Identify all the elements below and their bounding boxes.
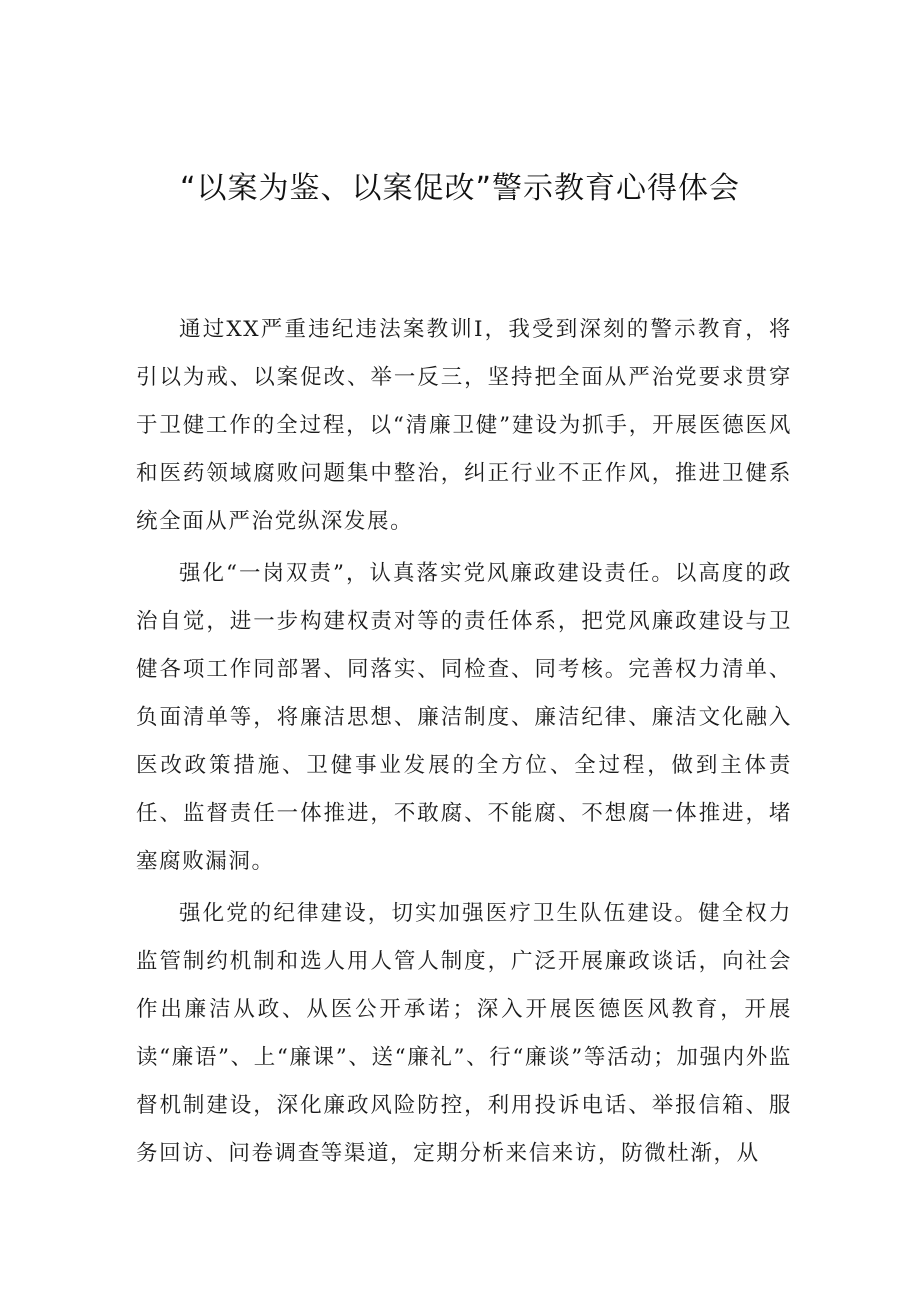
paragraph-1: 通过XX严重违纪违法案教训I，我受到深刻的警示教育，将引以为戒、以案促改、举一反三，坚持把全面从严治党要求贯穿于卫健工作的全过程，以“清廉卫健”建设为抓手，开展医德医风和医药领域腐败问题集中整治，纠正行业不正作风，推进卫健系统全面从严治党纵深发展。 <box>136 317 792 534</box>
paragraph-2: 强化“一岗双责”，认真落实党风廉政建设责任。以高度的政治自觉，进一步构建权责对等的责任体系，把党风廉政建设与卫健各项工作同部署、同落实、同检查、同考核。完善权力清单、负面清单等，将廉洁思想、廉洁制度、廉洁纪律、廉洁文化融入医改政策措施、卫健事业发展的全方位、全过程，做到主体责任、监督责任一体推进，不敢腐、不能腐、不想腐一体推进，堵塞腐败漏洞。 <box>136 561 792 874</box>
document-body <box>136 306 792 1178</box>
paragraph-3: 强化党的纪律建设，切实加强医疗卫生队伍建设。健全权力监管制约机制和选人用人管人制度，广泛开展廉政谈话，向社会作出廉洁从政、从医公开承诺；深入开展医德医风教育，开展读“廉语”、上“廉课”、送“廉礼”、行“廉谈”等活动；加强内外监督机制建设，深化廉政风险防控，利用投诉电话、举报信箱、服务回访、问卷调查等渠道，定期分析来信来访，防微杜渐，从 <box>136 901 792 1166</box>
document-title: “以案为鉴、以案促改”警示教育心得体会 <box>179 171 741 206</box>
